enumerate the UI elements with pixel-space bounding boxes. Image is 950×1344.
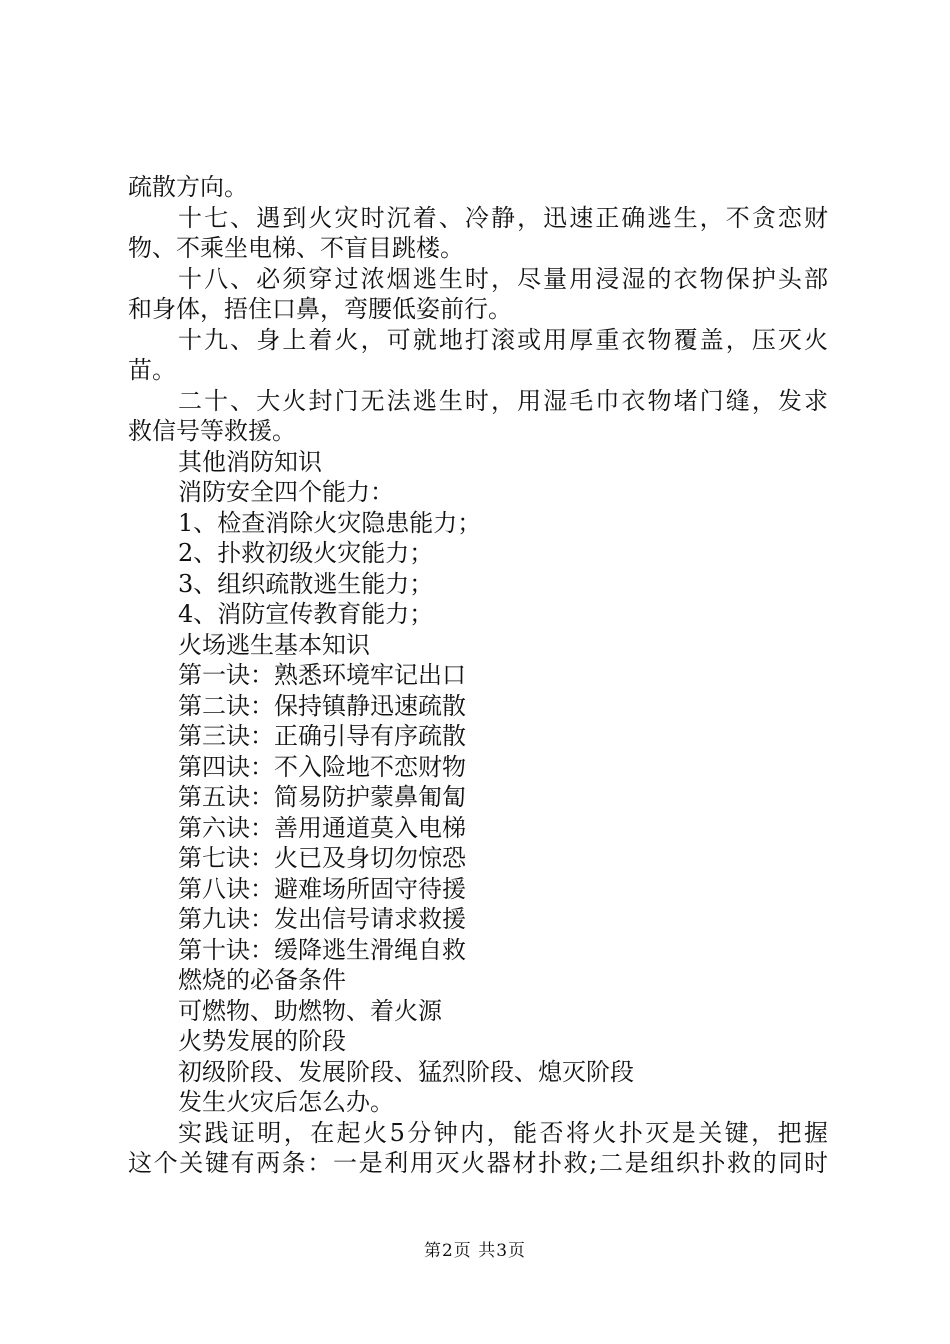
text-line: 和身体，捂住口鼻，弯腰低姿前行。 [128,295,512,323]
page-footer: 第2页 共3页 [423,1241,527,1261]
text-line: 第二诀：保持镇静迅速疏散 [178,691,466,720]
text-line: 第六诀：善用通道莫入电梯 [178,813,466,842]
text-line: 第八诀：避难场所固守待援 [178,874,466,903]
text-line: 十八、必须穿过浓烟逃生时，尽量用浸湿的衣物保护头部 [178,264,828,293]
text-line: 实践证明，在起火5分钟内，能否将火扑灭是关键，把握 [178,1118,828,1147]
text-line: 第十诀：缓降逃生滑绳自救 [178,935,466,964]
text-line: 3、组织疏散逃生能力； [178,569,434,598]
text-line: 十九、身上着火，可就地打滚或用厚重衣物覆盖，压灭火 [178,325,828,354]
text-line: 疏散方向。 [128,173,248,201]
document-body [128,172,828,1179]
text-line: 燃烧的必备条件 [178,966,346,994]
text-line: 救信号等救援。 [128,417,296,445]
text-line: 二十、大火封门无法逃生时，用湿毛巾衣物堵门缝，发求 [178,386,828,415]
text-line: 其他消防知识 [178,447,322,476]
text-line: 初级阶段、发展阶段、猛烈阶段、熄灭阶段 [178,1057,634,1086]
text-line: 第五诀：简易防护蒙鼻匍匐 [178,783,466,811]
text-line: 这个关键有两条：一是利用灭火器材扑救;二是组织扑救的同时 [128,1149,828,1177]
text-line: 4、消防宣传教育能力； [178,600,434,628]
text-line: 第九诀：发出信号请求救援 [178,905,466,933]
text-line: 火势发展的阶段 [178,1027,346,1055]
text-line: 第三诀：正确引导有序疏散 [178,722,466,750]
text-line: 第一诀：熟悉环境牢记出口 [178,661,466,689]
text-line: 1、检查消除火灾隐患能力； [178,508,482,537]
text-line: 第七诀：火已及身切勿惊恐 [178,844,466,872]
text-line: 可燃物、助燃物、着火源 [178,996,442,1025]
text-line: 2、扑救初级火灾能力； [178,539,434,567]
text-line: 物、不乘坐电梯、不盲目跳楼。 [128,234,464,262]
text-line: 消防安全四个能力： [178,478,394,506]
text-line: 苗。 [128,356,176,384]
text-line: 第四诀：不入险地不恋财物 [178,752,466,781]
text-line: 火场逃生基本知识 [178,630,370,659]
text-line: 发生火灾后怎么办。 [178,1088,394,1116]
text-line: 十七、遇到火灾时沉着、冷静，迅速正确逃生，不贪恋财 [178,203,828,232]
